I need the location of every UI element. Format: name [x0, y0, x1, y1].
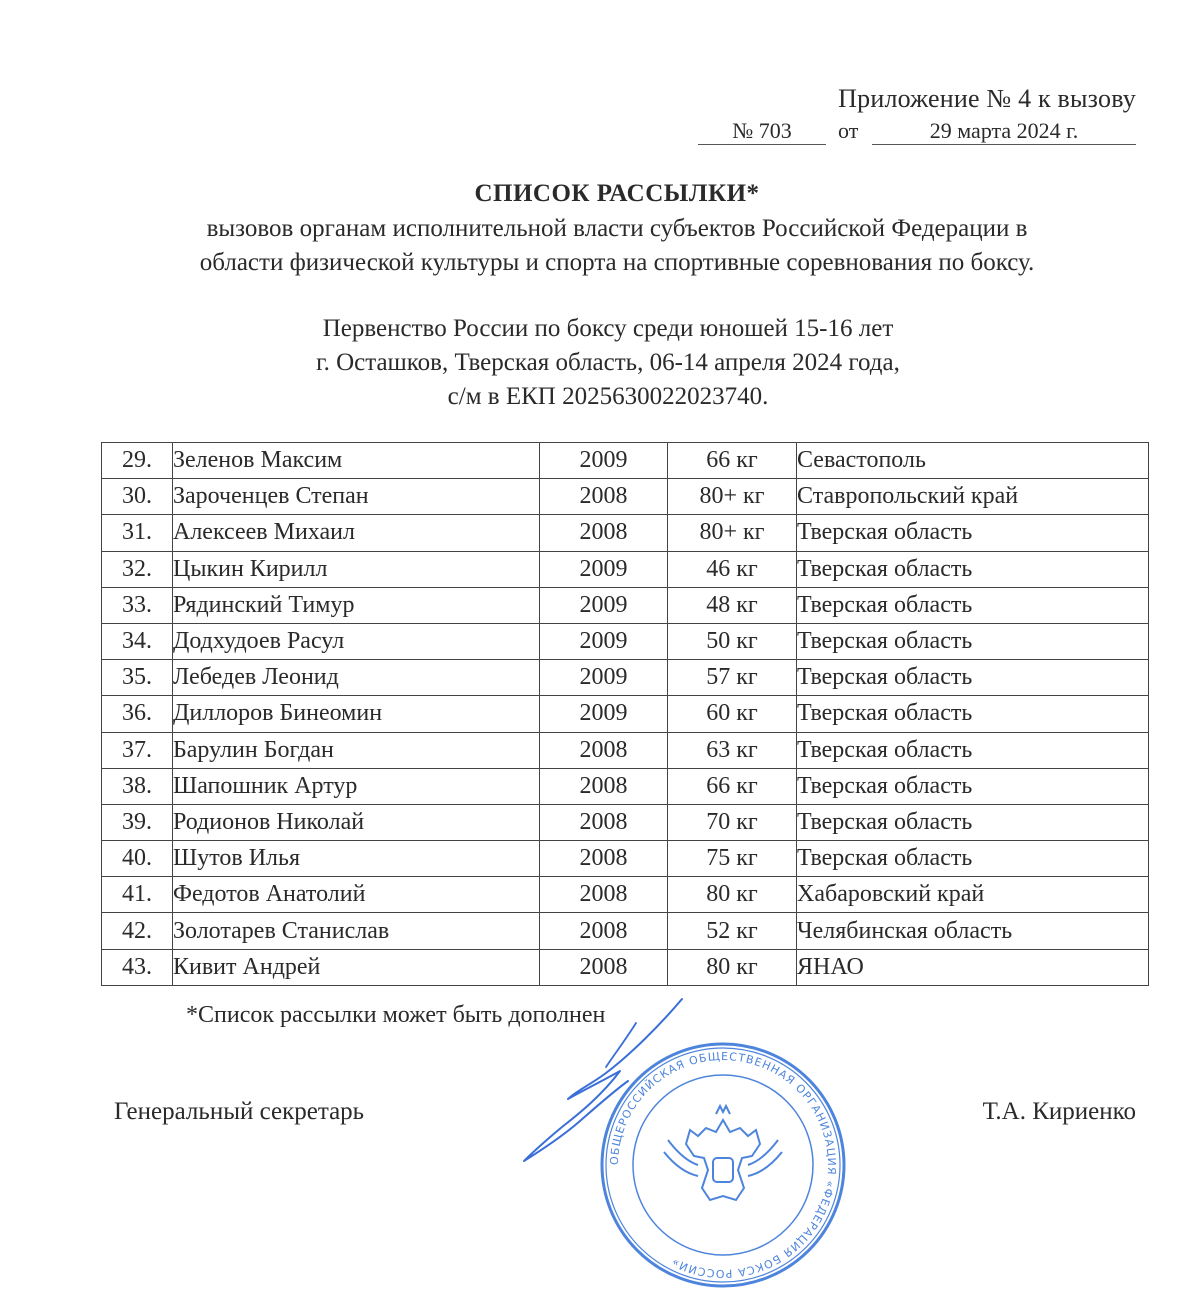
table-row	[102, 696, 1149, 732]
region: Тверская область	[797, 515, 1149, 551]
weight-category: 50 кг	[668, 623, 797, 659]
event-description	[0, 312, 1200, 414]
participant-name: Шапошник Артур	[173, 768, 540, 804]
participant-name: Цыкин Кирилл	[173, 551, 540, 587]
birth-year: 2009	[540, 623, 668, 659]
participant-name: Родионов Николай	[173, 804, 540, 840]
weight-category: 48 кг	[668, 587, 797, 623]
region: Тверская область	[797, 768, 1149, 804]
region: Тверская область	[797, 804, 1149, 840]
region: Тверская область	[797, 623, 1149, 659]
table-row	[102, 877, 1149, 913]
birth-year: 2008	[540, 804, 668, 840]
birth-year: 2009	[540, 443, 668, 479]
row-number: 32.	[102, 551, 173, 587]
participant-name: Золотарев Станислав	[173, 913, 540, 949]
table-row	[102, 587, 1149, 623]
region: Севастополь	[797, 443, 1149, 479]
weight-category: 66 кг	[668, 768, 797, 804]
table-row	[102, 660, 1149, 696]
region: Тверская область	[797, 660, 1149, 696]
row-number: 40.	[102, 841, 173, 877]
weight-category: 60 кг	[668, 696, 797, 732]
signer-position: Генеральный секретарь	[114, 1098, 365, 1125]
weight-category: 80+ кг	[668, 515, 797, 551]
birth-year: 2008	[540, 732, 668, 768]
event-line-2: г. Осташков, Тверская область, 06-14 апреля 2024 года,	[316, 349, 900, 376]
birth-year: 2008	[540, 515, 668, 551]
participant-name: Шутов Илья	[173, 841, 540, 877]
participant-name: Зеленов Максим	[173, 443, 540, 479]
table-row	[102, 515, 1149, 551]
participant-name: Кивит Андрей	[173, 949, 540, 985]
row-number: 39.	[102, 804, 173, 840]
region: Тверская область	[797, 551, 1149, 587]
weight-category: 80 кг	[668, 877, 797, 913]
weight-category: 80+ кг	[668, 479, 797, 515]
weight-category: 70 кг	[668, 804, 797, 840]
region: ЯНАО	[797, 949, 1149, 985]
row-number: 37.	[102, 732, 173, 768]
table-row	[102, 479, 1149, 515]
reference-number: № 703	[698, 118, 826, 145]
weight-category: 63 кг	[668, 732, 797, 768]
birth-year: 2009	[540, 696, 668, 732]
birth-year: 2008	[540, 768, 668, 804]
birth-year: 2009	[540, 587, 668, 623]
row-number: 30.	[102, 479, 173, 515]
birth-year: 2008	[540, 913, 668, 949]
footnote: *Список рассылки может быть дополнен	[186, 1002, 606, 1028]
row-number: 34.	[102, 623, 173, 659]
row-number: 41.	[102, 877, 173, 913]
row-number: 42.	[102, 913, 173, 949]
participant-name: Барулин Богдан	[173, 732, 540, 768]
participant-name: Рядинский Тимур	[173, 587, 540, 623]
table-row	[102, 841, 1149, 877]
region: Челябинская область	[797, 913, 1149, 949]
row-number: 43.	[102, 949, 173, 985]
row-number: 38.	[102, 768, 173, 804]
row-number: 31.	[102, 515, 173, 551]
participant-name: Лебедев Леонид	[173, 660, 540, 696]
document-title: СПИСОК РАССЫЛКИ*	[474, 180, 760, 207]
birth-year: 2009	[540, 660, 668, 696]
handwritten-signature	[510, 995, 730, 1175]
table-row	[102, 623, 1149, 659]
birth-year: 2008	[540, 877, 668, 913]
reference-from-label: от	[838, 118, 859, 143]
document-subtitle	[0, 212, 1200, 280]
birth-year: 2008	[540, 841, 668, 877]
birth-year: 2009	[540, 551, 668, 587]
table-row	[102, 768, 1149, 804]
table-row	[102, 732, 1149, 768]
row-number: 35.	[102, 660, 173, 696]
region: Хабаровский край	[797, 877, 1149, 913]
table-row	[102, 913, 1149, 949]
participants-table	[101, 442, 1149, 986]
event-line-1: Первенство России по боксу среди юношей 15-16 лет	[322, 315, 894, 342]
participant-name: Зароченцев Степан	[173, 479, 540, 515]
row-number: 33.	[102, 587, 173, 623]
weight-category: 52 кг	[668, 913, 797, 949]
participant-name: Додхудоев Расул	[173, 623, 540, 659]
weight-category: 75 кг	[668, 841, 797, 877]
subtitle-line-1: вызовов органам исполнительной власти субъектов Российской Федерации в	[206, 215, 1028, 242]
region: Тверская область	[797, 841, 1149, 877]
weight-category: 66 кг	[668, 443, 797, 479]
signer-name: Т.А. Кириенко	[982, 1098, 1136, 1125]
subtitle-line-2: области физической культуры и спорта на спортивные соревнования по боксу.	[199, 249, 1035, 276]
participant-name: Алексеев Михаил	[173, 515, 540, 551]
weight-category: 80 кг	[668, 949, 797, 985]
region: Тверская область	[797, 732, 1149, 768]
event-line-3: с/м в ЕКП 2025630022023740.	[447, 383, 769, 410]
stamp-text: ОБЩЕРОССИЙСКАЯ ОБЩЕСТВЕННАЯ ОРГАНИЗАЦИЯ «ФЕДЕРАЦИЯ БОКСА РОССИИ»	[607, 1049, 839, 1281]
region: Тверская область	[797, 587, 1149, 623]
participant-name: Федотов Анатолий	[173, 877, 540, 913]
table-row	[102, 804, 1149, 840]
participant-name: Диллоров Бинеомин	[173, 696, 540, 732]
row-number: 36.	[102, 696, 173, 732]
weight-category: 46 кг	[668, 551, 797, 587]
table-row	[102, 949, 1149, 985]
birth-year: 2008	[540, 949, 668, 985]
appendix-heading: Приложение № 4 к вызову	[838, 84, 1136, 113]
table-row	[102, 551, 1149, 587]
birth-year: 2008	[540, 479, 668, 515]
weight-category: 57 кг	[668, 660, 797, 696]
region: Ставропольский край	[797, 479, 1149, 515]
reference-date: 29 марта 2024 г.	[872, 118, 1136, 145]
table-row	[102, 443, 1149, 479]
row-number: 29.	[102, 443, 173, 479]
region: Тверская область	[797, 696, 1149, 732]
